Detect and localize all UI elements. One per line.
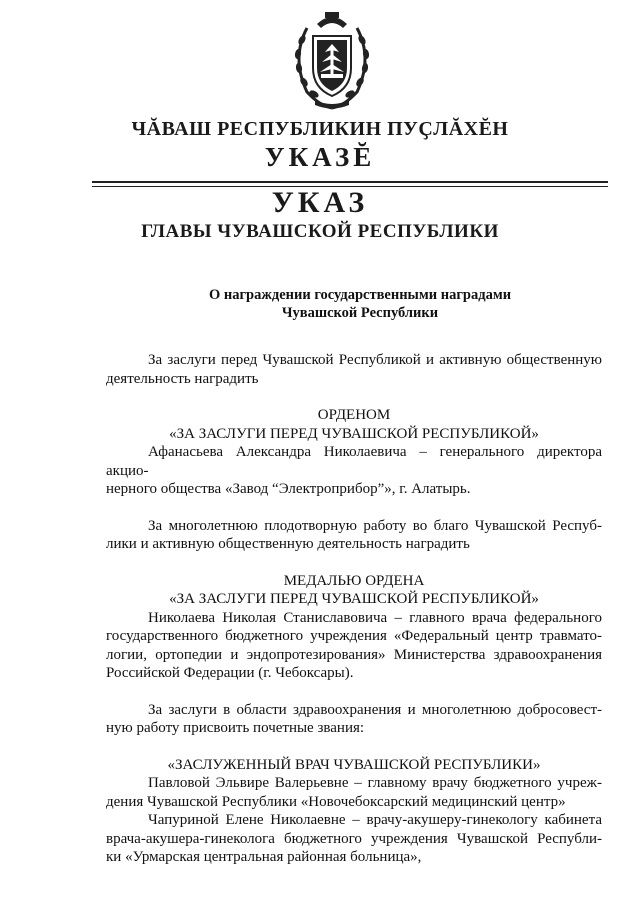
text-line: государственного бюджетного учреждения «Федеральный центр травмато- xyxy=(106,628,602,644)
text-line: Афанасьева Александра Николаевича – генерального директора акцио- xyxy=(106,444,602,479)
award-heading: МЕДАЛЬЮ ОРДЕНА xyxy=(283,572,425,589)
text-line: За заслуги в области здравоохранения и многолетнюю добросовест- xyxy=(148,701,602,718)
text-line: лики и активную общественную деятельность наградить xyxy=(106,536,470,552)
header-divider-thick xyxy=(92,181,608,183)
text-line: Чапуриной Елене Николаевне – врачу-акушеру-гинекологу кабинета xyxy=(148,812,602,828)
paragraph-intro-1 xyxy=(106,351,602,388)
header-chuvash-decree: УКАЗĔ xyxy=(264,142,376,172)
header-russian-decree: УКАЗ xyxy=(271,186,369,219)
paragraph-award-3b xyxy=(106,811,602,867)
award-heading: ОРДЕНОМ xyxy=(317,407,391,423)
paragraph-intro-2 xyxy=(106,517,602,554)
header-chuvash-title: ЧĂВАШ РЕСПУБЛИКИН ПУҪЛĂХĔН xyxy=(131,118,509,140)
text-line: Павловой Эльвире Валерьевне – главному врачу бюджетного учреж- xyxy=(148,775,602,791)
text-line: Российской Федерации (г. Чебоксары). xyxy=(106,665,354,681)
award-heading: «ЗА ЗАСЛУГИ ПЕРЕД ЧУВАШСКОЙ РЕСПУБЛИКОЙ» xyxy=(169,425,539,442)
text-line: деятельность наградить xyxy=(106,370,259,387)
text-line: За заслуги перед Чувашской Республикой и активную общественную xyxy=(148,352,602,368)
text-line: врача-акушера-гинеколога бюджетного учреждения Чувашской Республи- xyxy=(106,830,602,847)
decree-body xyxy=(106,351,602,867)
text-line: нерного общества «Завод “Электроприбор”», г. Алатырь. xyxy=(106,481,471,497)
chuvash-coat-of-arms-emblem xyxy=(287,8,377,112)
text-line: ную работу присвоить почетные звания: xyxy=(106,720,365,736)
decree-title xyxy=(150,286,570,322)
text-line: дения Чувашской Республики «Новочебоксарский медицинский центр» xyxy=(106,793,566,810)
text-line: логии, ортопедии и эндопротезирования» Министерства здравоохранения xyxy=(106,646,602,663)
paragraph-award-1 xyxy=(106,443,602,499)
award-heading: «ЗА ЗАСЛУГИ ПЕРЕД ЧУВАШСКОЙ РЕСПУБЛИКОЙ» xyxy=(169,591,539,607)
paragraph-award-3a xyxy=(106,774,602,811)
text-line: За многолетнюю плодотворную работу во благо Чувашской Респуб- xyxy=(148,517,602,534)
decree-title-line: Чувашской Республики xyxy=(281,305,439,321)
paragraph-award-2 xyxy=(106,609,602,683)
award-heading: «ЗАСЛУЖЕННЫЙ ВРАЧ ЧУВАШСКОЙ РЕСПУБЛИКИ» xyxy=(167,756,541,773)
text-line: Николаева Николая Станиславовича – главного врача федерального xyxy=(148,609,602,626)
paragraph-intro-3 xyxy=(106,701,602,738)
header-russian-title: ГЛАВЫ ЧУВАШСКОЙ РЕСПУБЛИКИ xyxy=(141,221,499,242)
decree-title-line: О награждении государственными наградами xyxy=(208,287,512,303)
text-line: ки «Урмарская центральная районная больница», xyxy=(106,849,422,865)
